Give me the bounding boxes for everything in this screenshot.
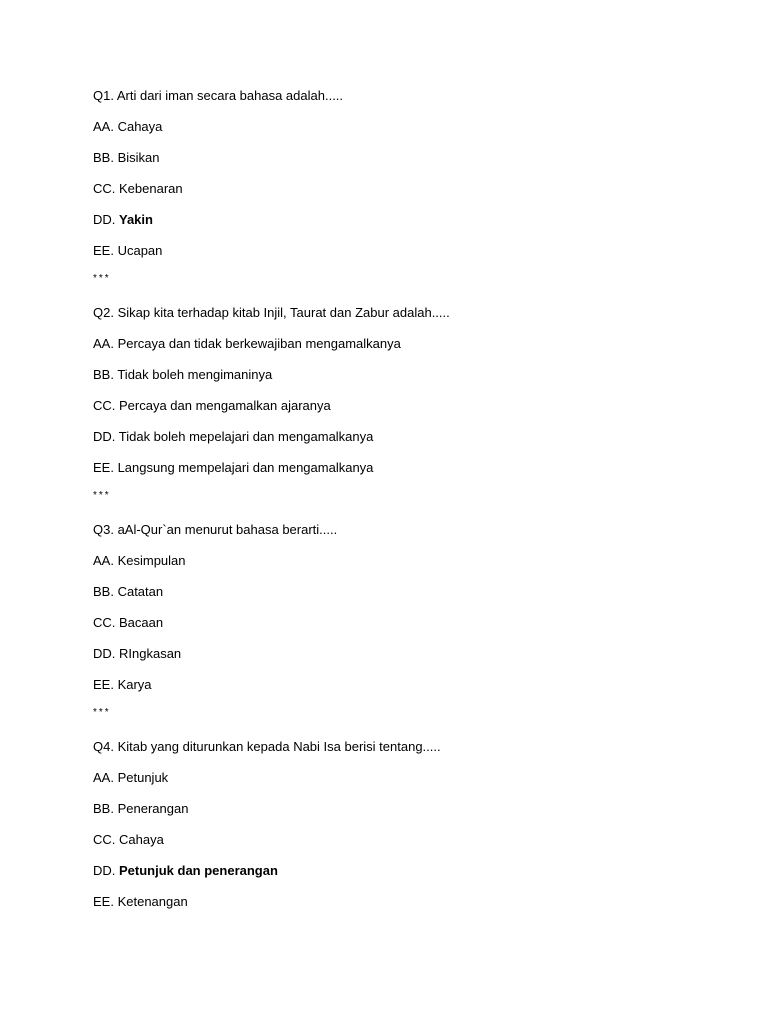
option-prefix: DD. [93,429,119,444]
answer-option [93,675,713,706]
question-list [93,86,713,923]
option-text: Percaya dan tidak berkewajiban mengamalkanya [117,336,401,351]
option-prefix: AA. [93,553,118,568]
answer-option [93,179,713,210]
option-prefix: DD. [93,646,119,661]
option-text: Cahaya [117,119,163,134]
option-text: Cahaya [119,832,164,847]
question-text: Q3. aAl-Qur`an menurut bahasa berarti..... [93,522,338,537]
option-text: Catatan [117,584,164,599]
option-prefix: AA. [93,336,118,351]
question-separator: *** [93,273,111,284]
option-prefix: EE. [93,677,118,692]
option-prefix: CC. [93,832,119,847]
option-text: RIngkasan [119,646,182,661]
option-prefix: BB. [93,150,118,165]
answer-option [93,241,713,272]
option-prefix: EE. [93,894,118,909]
answer-option [93,768,713,799]
answer-option [93,396,713,427]
question-separator: *** [93,707,111,718]
question-separator: *** [93,490,111,501]
option-text: Ketenangan [117,894,188,909]
option-text: Penerangan [117,801,189,816]
option-text: Petunjuk [117,770,169,785]
option-text: Kebenaran [119,181,183,196]
option-text: Ucapan [117,243,163,258]
answer-option [93,148,713,179]
option-text: Bisikan [117,150,160,165]
option-text: Kesimpulan [117,553,186,568]
answer-option [93,582,713,613]
answer-option-correct [93,210,713,241]
option-text: Langsung mempelajari dan mengamalkanya [117,460,374,475]
answer-option [93,334,713,365]
question-text: Q2. Sikap kita terhadap kitab Injil, Taurat dan Zabur adalah..... [93,305,450,320]
option-prefix: EE. [93,460,118,475]
option-text: Bacaan [119,615,164,630]
option-text-correct: Yakin [119,212,153,227]
answer-option [93,551,713,582]
option-prefix: BB. [93,367,118,382]
option-prefix: AA. [93,119,118,134]
option-prefix: CC. [93,615,119,630]
option-prefix: EE. [93,243,118,258]
option-prefix: BB. [93,801,118,816]
option-text: Tidak boleh mepelajari dan mengamalkanya [118,429,374,444]
question-text: Q4. Kitab yang diturunkan kepada Nabi Isa berisi tentang..... [93,739,441,754]
answer-option-correct [93,861,713,892]
option-prefix: CC. [93,398,119,413]
answer-option [93,613,713,644]
option-prefix: CC. [93,181,119,196]
option-text: Percaya dan mengamalkan ajaranya [119,398,331,413]
option-prefix: BB. [93,584,118,599]
option-text: Tidak boleh mengimaninya [117,367,273,382]
answer-option [93,830,713,861]
option-text: Karya [117,677,152,692]
option-prefix: AA. [93,770,118,785]
question-text: Q1. Arti dari iman secara bahasa adalah..... [93,88,344,103]
answer-option [93,458,713,489]
option-text-correct: Petunjuk dan penerangan [119,863,278,878]
answer-option [93,799,713,830]
answer-option [93,427,713,458]
answer-option [93,892,713,923]
answer-option [93,365,713,396]
answer-option [93,117,713,148]
option-prefix: DD. [93,863,119,878]
option-prefix: DD. [93,212,119,227]
answer-option [93,644,713,675]
